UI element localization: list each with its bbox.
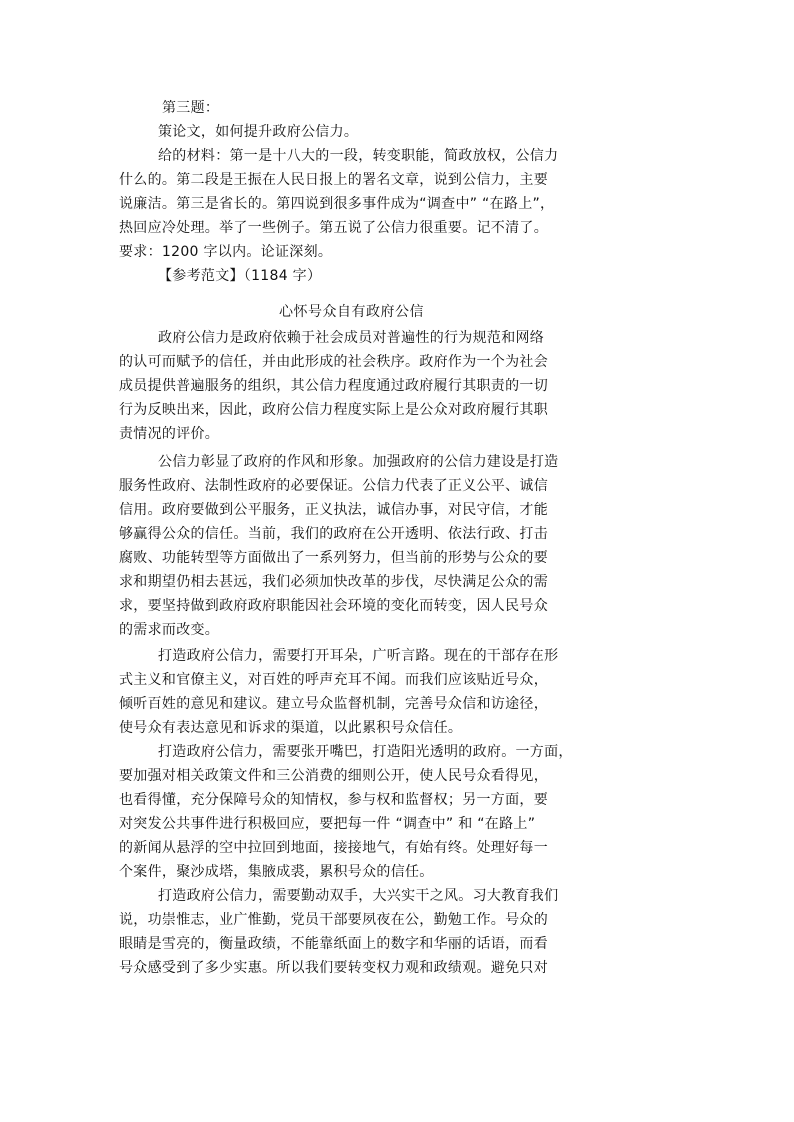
requirement-line: 要求：1200 字以内。论证深刻。 — [119, 244, 333, 260]
essay-line: 打造政府公信力，需要张开嘴巴，打造阳光透明的政府。一方面， — [158, 744, 573, 760]
essay-line: 行为反映出来，因此，政府公信力程度实际上是公众对政府履行其职 — [119, 402, 548, 418]
essay-line: 打造政府公信力，需要打开耳朵，广听言路。现在的干部存在形 — [158, 648, 559, 664]
essay-line: 打造政府公信力，需要勤动双手，大兴实干之风。习大教育我们 — [158, 888, 559, 904]
material-line: 说廉洁。第三是省长的。第四说到很多事件成为“调查中” “在路上”， — [119, 196, 555, 212]
material-line: 什么的。第二段是王振在人民日报上的署名文章，说到公信力，主要 — [119, 172, 548, 188]
essay-title: 心怀号众自有政府公信 — [279, 304, 424, 320]
essay-line: 公信力彰显了政府的作风和形象。加强政府的公信力建设是打造 — [158, 454, 559, 470]
essay-line: 也看得懂，充分保障号众的知情权，参与权和监督权；另一方面，要 — [119, 792, 548, 808]
essay-line: 的需求而改变。 — [119, 622, 220, 638]
material-line: 热回应冷处理。举了一些例子。第五说了公信力很重要。记不清了。 — [119, 220, 548, 236]
essay-line: 够赢得公众的信任。当前，我们的政府在公开透明、依法行政、打击 — [119, 526, 548, 542]
essay-line: 说，功崇惟志，业广惟勤，党员干部要夙夜在公，勤勉工作。号众的 — [119, 912, 548, 928]
essay-line: 倾听百姓的意见和建议。建立号众监督机制，完善号众信和访途径， — [119, 696, 548, 712]
essay-line: 要加强对相关政策文件和三公消费的细则公开，使人民号众看得见， — [119, 768, 548, 784]
essay-line: 对突发公共事件进行积极回应，要把每一件 “调查中” 和 “在路上” — [119, 816, 536, 832]
reference-essay-label: 【参考范文】（1184 字） — [158, 268, 322, 284]
essay-line: 腐败、功能转型等方面做出了一系列努力，但当前的形势与公众的要 — [119, 550, 548, 566]
essay-line: 责情况的评价。 — [119, 426, 220, 442]
essay-line: 号众感受到了多少实惠。所以我们要转变权力观和政绩观。避免只对 — [119, 960, 548, 976]
material-line: 给的材料：第一是十八大的一段，转变职能，简政放权，公信力 — [158, 148, 559, 164]
essay-line: 式主义和官僚主义，对百姓的呼声充耳不闻。而我们应该贴近号众， — [119, 672, 548, 688]
essay-line: 求和期望仍相去甚远，我们必须加快改革的步伐，尽快满足公众的需 — [119, 574, 548, 590]
essay-line: 眼睛是雪亮的，衡量政绩，不能靠纸面上的数字和华丽的话语，而看 — [119, 936, 548, 952]
essay-line: 成员提供普遍服务的组织，其公信力程度通过政府履行其职责的一切 — [119, 378, 548, 394]
essay-line: 的新闻从悬浮的空中拉回到地面，接接地气，有始有终。处理好每一 — [119, 840, 548, 856]
essay-line: 政府公信力是政府依赖于社会成员对普遍性的行为规范和网络 — [158, 330, 545, 346]
essay-line: 服务性政府、法制性政府的必要保证。公信力代表了正义公平、诚信 — [119, 478, 548, 494]
essay-line: 个案件，聚沙成塔，集腋成裘，累积号众的信任。 — [119, 864, 434, 880]
essay-line: 使号众有表达意见和诉求的渠道，以此累积号众信任。 — [119, 720, 463, 736]
essay-line: 的认可而赋予的信任，并由此形成的社会秩序。政府作为一个为社会 — [119, 354, 548, 370]
question-heading: 第三题： — [162, 100, 220, 116]
essay-line: 信用。政府要做到公平服务，正义执法，诚信办事，对民守信，才能 — [119, 502, 548, 518]
essay-line: 求，要坚持做到政府政府职能因社会环境的变化而转变，因人民号众 — [119, 598, 548, 614]
question-topic: 策论文，如何提升政府公信力。 — [158, 124, 359, 140]
